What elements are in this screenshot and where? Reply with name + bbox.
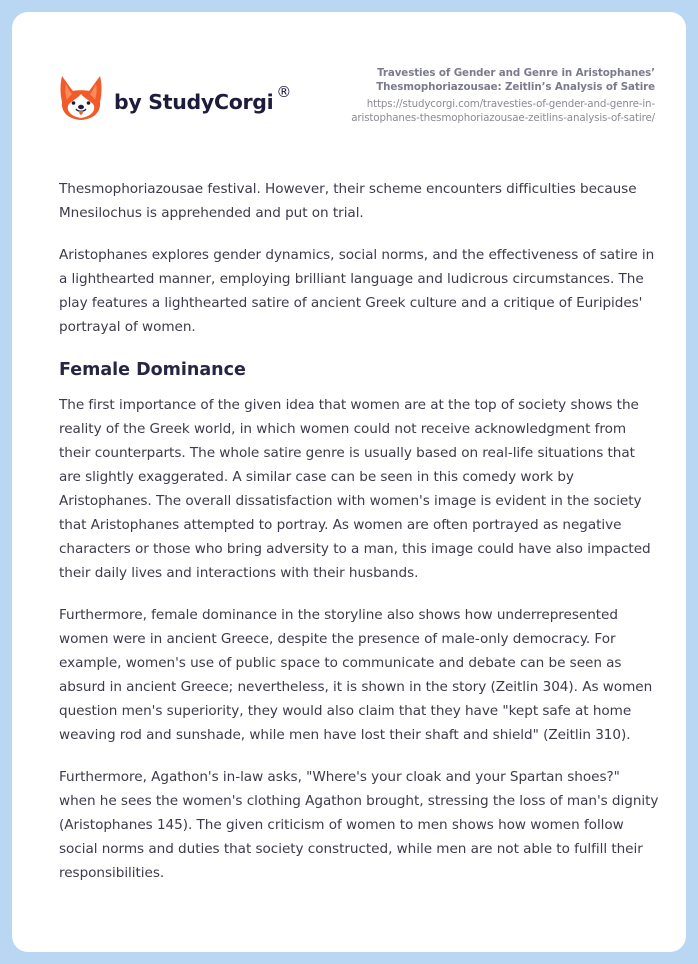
source-url-link[interactable] <box>295 97 655 125</box>
source-title-line-1: Travesties of Gender and Genre in Aristophanes’ <box>377 67 655 79</box>
source-url-line-1[interactable]: https://studycorgi.com/travesties-of-gender-and-genre-in- <box>366 98 655 110</box>
document-card <box>12 12 686 952</box>
page-header <box>12 12 686 152</box>
paragraph: Furthermore, Agathon's in-law asks, "Where's your cloak and your Spartan shoes?" when he sees the women's clothing Agathon brought, stressing the loss of man's dignity (Aristophanes 145). The given criticism of women to men shows how women follow social norms and duties that society constructed, while men are not able to fulfill their responsibilities. <box>59 769 659 881</box>
paragraph: The first importance of the given idea that women are at the top of society shows the reality of the Greek world, in which women could not receive acknowledgment from their counterparts. The whole satire genre is usually based on real-life situations that are slightly exaggerated. A similar case can be seen in this comedy work by Aristophanes. The overall dissatisfaction with women's image is evident in the society that Aristophanes attempted to portray. As women are often portrayed as negative characters or those who bring adversity to a man, this image could have also impacted their daily lives and interactions with their husbands. <box>59 397 651 581</box>
corgi-logo-icon <box>60 74 102 122</box>
paragraph: Thesmophoriazousae festival. However, their scheme encounters difficulties because Mnesilochus is apprehended and put on trial. <box>59 181 637 221</box>
source-url-line-2[interactable]: aristophanes-thesmophoriazousae-zeitlins-analysis-of-satire/ <box>351 112 655 124</box>
article-body <box>59 177 659 903</box>
logo-text <box>114 83 292 114</box>
registered-mark: ® <box>276 83 292 101</box>
section-heading: Female Dominance <box>59 360 246 380</box>
paragraph: Furthermore, female dominance in the storyline also shows how underrepresented women were in ancient Greece, despite the presence of male-only democracy. For example, women's use of public space to communicate and debate can be seen as absurd in ancient Greece; nevertheless, it is shown in the story (Zeitlin 304). As women question men's superiority, they would also claim that they have "kept safe at home weaving rod and sunshade, while men have lost their shaft and shield" (Zeitlin 310). <box>59 607 653 743</box>
paragraph: Aristophanes explores gender dynamics, social norms, and the effectiveness of satire in a lighthearted manner, employing brilliant language and ludicrous circumstances. The play features a lighthearted satire of ancient Greek culture and a critique of Euripides' portrayal of women. <box>59 247 655 335</box>
source-reference <box>295 66 655 125</box>
source-title <box>295 66 655 94</box>
source-title-line-2: Thesmophoriazousae: Zeitlin’s Analysis of Satire <box>376 81 655 93</box>
studycorgi-logo[interactable] <box>60 74 291 122</box>
logo-brand-name: by StudyCorgi <box>114 90 274 114</box>
